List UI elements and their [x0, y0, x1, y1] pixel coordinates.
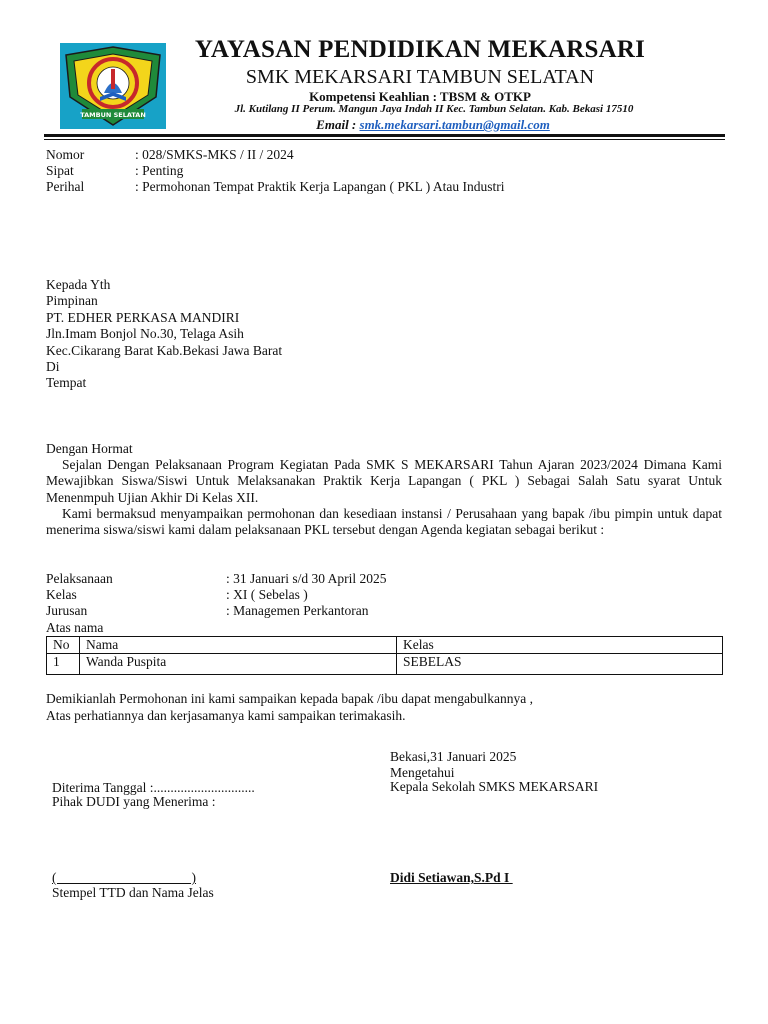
received-by: Pihak DUDI yang Menerima :	[52, 794, 216, 809]
perihal-label: Perihal	[46, 179, 85, 194]
recipient-line: Kepada Yth	[46, 277, 111, 292]
stamp-note: Stempel TTD dan Nama Jelas	[52, 885, 214, 900]
nomor-value: : 028/SMKS-MKS / II / 2024	[135, 147, 294, 162]
closing-line: Atas perhatiannya dan kerjasamanya kami sampaikan terimakasih.	[46, 708, 406, 723]
email-label: Email :	[316, 117, 360, 132]
atas-nama-label: Atas nama	[46, 620, 104, 635]
organization-name: YAYASAN PENDIDIKAN MEKARSARI	[194, 36, 646, 63]
perihal-value: : Permohonan Tempat Praktik Kerja Lapangan ( PKL ) Atau Industri	[135, 179, 505, 194]
kelas-label: Kelas	[46, 587, 77, 602]
recipient-company: PT. EDHER PERKASA MANDIRI	[46, 310, 240, 325]
table-cell: Wanda Puspita	[80, 654, 397, 675]
recipient-line: Pimpinan	[46, 293, 98, 308]
recipient-address: Kec.Cikarang Barat Kab.Bekasi Jawa Barat	[46, 343, 283, 358]
table-row	[47, 654, 723, 675]
table-header-cell: No	[47, 637, 80, 654]
pelaksanaan-value: : 31 Januari s/d 30 April 2025	[226, 571, 387, 586]
greeting: Dengan Hormat	[46, 441, 133, 456]
closing-line: Demikianlah Permohonan ini kami sampaikan kepada bapak /ibu dapat mengabulkannya ,	[46, 691, 533, 706]
jurusan-label: Jurusan	[46, 603, 88, 618]
logo-bottom-text: TAMBUN SELATAN	[80, 111, 146, 119]
school-address: Jl. Kutilang II Perum. Mangun Jaya Indah II Kec. Tambun Selatan. Kab. Bekasi 17510	[234, 103, 634, 115]
header-divider-thick	[44, 134, 725, 137]
nomor-label: Nomor	[46, 147, 85, 162]
head-name: Didi Setiawan,S.Pd I	[390, 870, 513, 885]
table-cell: 1	[47, 654, 80, 675]
recipient-address: Jln.Imam Bonjol No.30, Telaga Asih	[46, 326, 244, 341]
paragraph-2: Kami bermaksud menyampaikan permohonan dan kesediaan instansi / Perusahaan yang bapak /ibu pimpin untuk dapat menerima siswa/siswi kami dalam pelaksanaan PKL tersebut dengan Agenda kegiatan sebagai berikut :	[46, 506, 722, 538]
sipat-label: Sipat	[46, 163, 74, 178]
email-link[interactable]: smk.mekarsari.tambun@gmail.com	[359, 117, 550, 132]
table-cell: SEBELAS	[397, 654, 723, 675]
student-table	[46, 636, 723, 675]
competency-line: Kompetensi Keahlian : TBSM & OTKP	[309, 89, 531, 104]
paragraph-1: Sejalan Dengan Pelaksanaan Program Kegiatan Pada SMK S MEKARSARI Tahun Ajaran 2023/2024 Dimana Kami Mewajibkan Siswa/Siswi Untuk Melaksanakan Praktik Kerja Lapangan ( PKL ) Sebagai Salah Satu syarat Untuk Menenmpuh Ujian Akhir Di Kelas XII.	[46, 457, 722, 505]
sipat-value: : Penting	[135, 163, 184, 178]
table-header-row	[47, 637, 723, 654]
table-header-cell: Nama	[80, 637, 397, 654]
mengetahui-label: Mengetahui	[390, 765, 455, 780]
received-date: Diterima Tanggal :..............................	[52, 780, 255, 795]
school-name: SMK MEKARSARI TAMBUN SELATAN	[245, 66, 595, 88]
email-line	[0, 117, 768, 133]
table-header-cell: Kelas	[397, 637, 723, 654]
place-date: Bekasi,31 Januari 2025	[390, 749, 517, 764]
blank-signature-line: ( )	[52, 870, 196, 885]
kelas-value: : XI ( Sebelas )	[226, 587, 308, 602]
pelaksanaan-label: Pelaksanaan	[46, 571, 113, 586]
recipient-line: Tempat	[46, 375, 87, 390]
jurusan-value: : Managemen Perkantoran	[226, 603, 369, 618]
header-divider-thin	[44, 139, 725, 140]
head-title: Kepala Sekolah SMKS MEKARSARI	[390, 779, 599, 794]
recipient-line: Di	[46, 359, 60, 374]
